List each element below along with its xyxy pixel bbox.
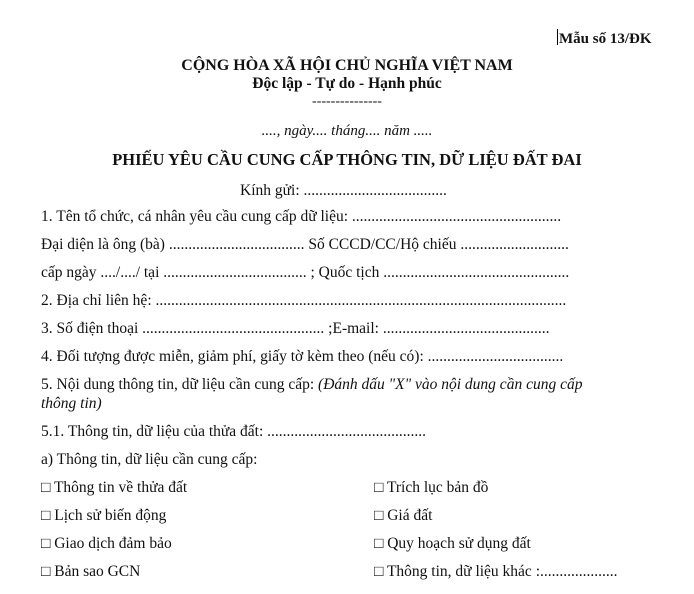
checkbox-certificate-copy[interactable]: □ Bản sao GCN xyxy=(41,563,141,580)
recipient-line: Kính gửi: ..................................... xyxy=(240,182,447,199)
text-cursor xyxy=(557,29,558,45)
national-title: CỘNG HÒA XÃ HỘI CHỦ NGHĨA VIỆT NAM xyxy=(181,57,513,74)
motto: Độc lập - Tự do - Hạnh phúc xyxy=(252,75,442,92)
header-divider: --------------- xyxy=(312,94,382,109)
checkbox-land-use-planning[interactable]: □ Quy hoạch sử dụng đất xyxy=(374,535,531,552)
checkbox-parcel-info[interactable]: □ Thông tin về thửa đất xyxy=(41,479,188,496)
requester-name-line: 1. Tên tổ chức, cá nhân yêu cầu cung cấp dữ liệu: ...................................................... xyxy=(41,208,562,225)
representative-line: Đại diện là ông (bà) ................................... Số CCCD/CC/Hộ chiếu ............................ xyxy=(41,236,569,253)
content-request-label: 5. Nội dung thông tin, dữ liệu cần cung cấp: xyxy=(41,376,319,393)
checkbox-other-info[interactable]: □ Thông tin, dữ liệu khác :.................... xyxy=(374,563,618,580)
form-code xyxy=(557,29,652,48)
form-code-text: Mẫu số 13/ĐK xyxy=(559,31,652,47)
address-line: 2. Địa chỉ liên hệ: .......................................................................................................... xyxy=(41,292,567,309)
contact-line: 3. Số điện thoại ............................................... ;E-mail: ........................................... xyxy=(41,320,550,337)
content-request-note-continued: thông tin) xyxy=(41,395,102,412)
document-title: PHIẾU YÊU CẦU CUNG CẤP THÔNG TIN, DỮ LIỆU ĐẤT ĐAI xyxy=(112,150,582,169)
issue-date-line: cấp ngày ..../..../ tại ..................................... ; Quốc tịch ................................................ xyxy=(41,264,570,281)
checkbox-land-price[interactable]: □ Giá đất xyxy=(374,507,433,524)
checkbox-secured-transactions[interactable]: □ Giao dịch đảm bảo xyxy=(41,535,172,552)
content-request-note: (Đánh dấu "X" vào nội dung cần cung cấp xyxy=(318,376,583,393)
exemption-line: 4. Đối tượng được miễn, giảm phí, giấy tờ kèm theo (nếu có): ................................... xyxy=(41,348,564,365)
date-line: ...., ngày.... tháng.... năm ..... xyxy=(261,123,433,139)
requested-info-heading: a) Thông tin, dữ liệu cần cung cấp: xyxy=(41,451,258,468)
checkbox-map-extract[interactable]: □ Trích lục bản đồ xyxy=(374,479,489,496)
parcel-info-line: 5.1. Thông tin, dữ liệu của thửa đất: ......................................... xyxy=(41,423,427,440)
checkbox-change-history[interactable]: □ Lịch sử biến động xyxy=(41,507,167,524)
content-request-line xyxy=(41,376,582,394)
